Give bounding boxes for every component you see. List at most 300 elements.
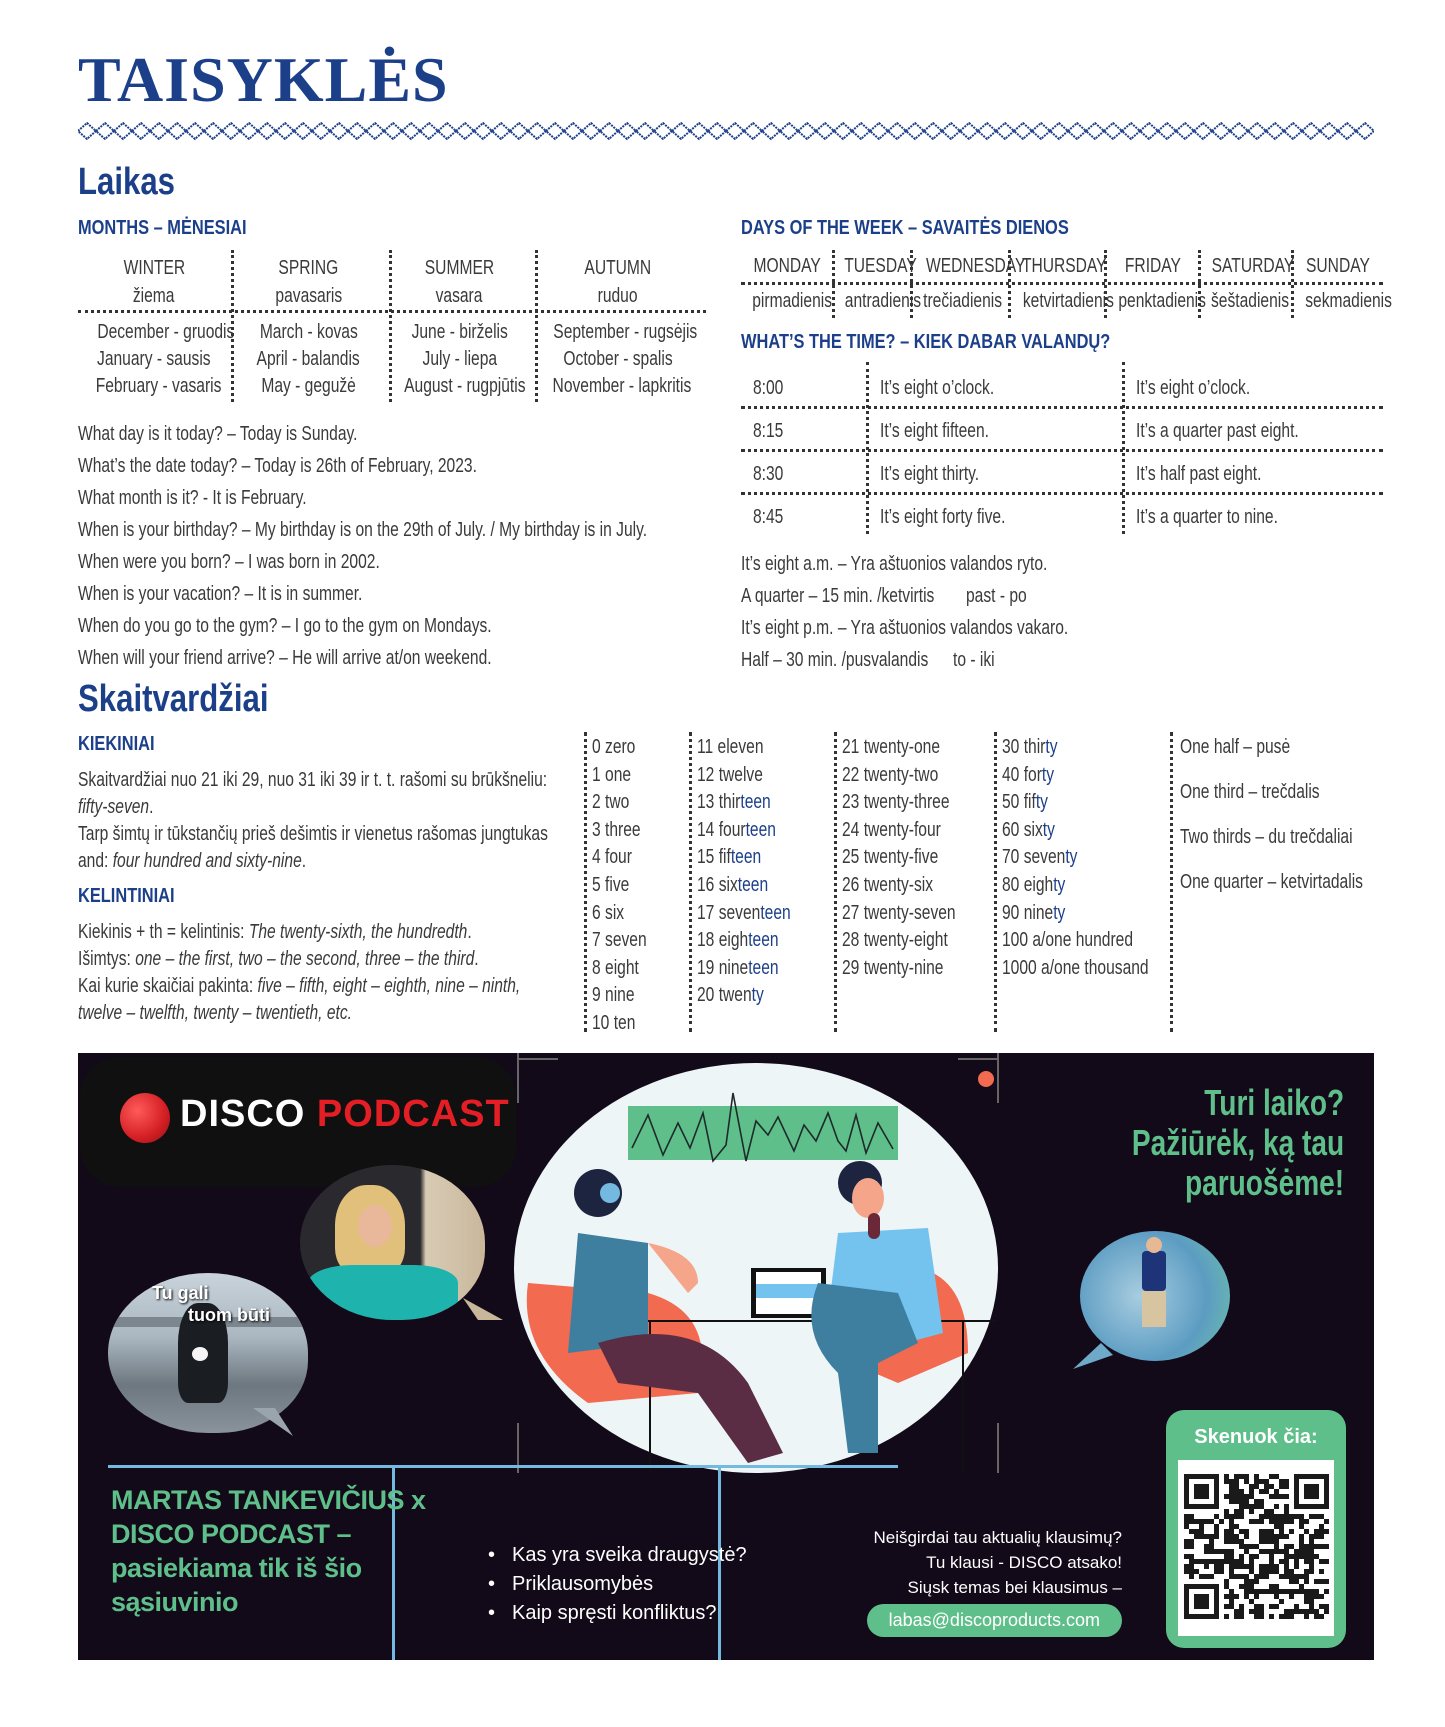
- fraction-item: Two thirds – du trečdaliai: [1180, 826, 1353, 848]
- question-line: When do you go to the gym? – I go to the gym on Mondays.: [78, 615, 492, 637]
- number-item: [1002, 847, 1077, 867]
- column-divider: [994, 732, 997, 1032]
- number-word: twenty-five: [863, 846, 939, 869]
- season-name-lt: [78, 286, 230, 306]
- bubble-caption-line-1: Tu gali: [152, 1283, 209, 1303]
- month-item: [533, 322, 703, 342]
- months-heading: MONTHS – MĖNESIAI: [78, 217, 247, 239]
- bubble-tail: [463, 1298, 503, 1328]
- kiekiniai-text-2: fifty-seven.: [78, 796, 154, 818]
- number-word: for: [1023, 763, 1042, 786]
- martas-line-3: pasiekiama tik iš šio: [111, 1553, 362, 1583]
- time-heading: WHAT’S THE TIME? – KIEK DABAR VALANDŲ?: [741, 331, 1111, 353]
- month-item-text: May - gegužė: [261, 375, 356, 397]
- day-name-text: FRIDAY: [1124, 255, 1182, 277]
- number-suffix: ty: [1053, 901, 1066, 924]
- character-legs: [1142, 1291, 1166, 1327]
- number-suffix: teen: [740, 791, 771, 814]
- logo-text: [180, 1095, 510, 1133]
- kelintiniai-heading: KELINTINIAI: [78, 885, 175, 907]
- months-divider: [78, 310, 706, 313]
- number-word: six: [718, 874, 738, 896]
- martas-line-1: MARTAS TANKEVIČIUS x: [111, 1485, 426, 1515]
- page-title: TAISYKLĖS: [78, 44, 449, 115]
- number-word: thir: [718, 791, 741, 814]
- time-note: It’s eight p.m. – Yra aštuonios valandos vakaro.: [741, 617, 1069, 639]
- ask-line-1: Neišgirdai tau aktualių klausimų?: [873, 1528, 1122, 1547]
- number-digit: 9: [592, 984, 606, 1007]
- record-dot-icon: [978, 1071, 994, 1087]
- month-item-text: January - sausis: [97, 348, 211, 370]
- day-name-lt: [912, 291, 1010, 311]
- column-divider: [832, 250, 835, 318]
- day-name: [1010, 256, 1106, 276]
- number-digit: 5: [592, 874, 606, 896]
- time-phrase-digital: It’s eight thirty.: [880, 463, 980, 485]
- kelintiniai-text-4: twelve – twelfth, twenty – twentieth, etc.: [78, 1002, 352, 1024]
- number-suffix: ty: [1065, 846, 1078, 869]
- logo-text-disco: DISCO: [180, 1093, 306, 1135]
- column-divider: [1198, 250, 1201, 318]
- ask-block: [867, 1525, 1122, 1637]
- day-name: [741, 256, 834, 276]
- number-item: [592, 792, 629, 812]
- number-item: [1002, 820, 1055, 840]
- number-digit: 22: [842, 763, 864, 786]
- number-item: [1002, 765, 1054, 785]
- day-name-lt: [741, 291, 834, 311]
- number-word: seven: [605, 929, 647, 952]
- time-phrase-classic: It’s a quarter to nine.: [1136, 506, 1278, 528]
- number-item: [592, 903, 624, 923]
- month-item-text: December - gruodis: [97, 321, 235, 343]
- month-item: [387, 376, 532, 396]
- number-word: eight: [605, 956, 639, 979]
- qr-code[interactable]: [1178, 1460, 1334, 1636]
- day-name-lt: [1200, 291, 1293, 311]
- number-item: [842, 792, 950, 812]
- number-word: eleven: [717, 736, 764, 758]
- number-digit: 100: [1002, 929, 1033, 952]
- number-word: twenty-three: [863, 791, 950, 814]
- month-item-text: September - rugsėjis: [553, 321, 698, 343]
- promo-line-2: Pažiūrėk, ką tau: [1131, 1122, 1344, 1163]
- topic-item: • Priklausomybės: [488, 1570, 747, 1599]
- number-digit: 16: [697, 874, 719, 896]
- martas-line-2: DISCO PODCAST –: [111, 1519, 352, 1549]
- number-item: [697, 985, 764, 1005]
- guest-face: [358, 1205, 392, 1247]
- month-item-text: June - birželis: [411, 321, 508, 343]
- month-item: [387, 322, 532, 342]
- number-item: [1002, 737, 1058, 757]
- day-name-lt: [1106, 290, 1206, 312]
- email-link[interactable]: labas@discoproducts.com: [867, 1604, 1122, 1637]
- number-word: twenty-eight: [863, 929, 948, 952]
- time-phrase-classic: It’s eight o’clock.: [1136, 377, 1251, 399]
- time-row-divider: [741, 406, 1383, 409]
- number-digit: 30: [1002, 736, 1024, 758]
- topic-item: • Kaip spręsti konfliktus?: [488, 1599, 747, 1628]
- number-suffix: ty: [1053, 874, 1066, 896]
- day-name-text: TUESDAY: [844, 255, 917, 277]
- number-item: [697, 930, 779, 950]
- number-digit: 13: [697, 791, 719, 814]
- topic-item: • Kas yra sveika draugystė?: [488, 1541, 747, 1570]
- number-word: four: [718, 818, 746, 841]
- number-digit: 29: [842, 956, 864, 979]
- question-line: When is your birthday? – My birthday is on the 29th of July. / My birthday is in July.: [78, 519, 648, 541]
- question-line: What’s the date today? – Today is 26th of February, 2023.: [78, 455, 477, 477]
- number-digit: 21: [842, 736, 864, 758]
- game-video-bubble[interactable]: [1080, 1231, 1230, 1361]
- season-name-lt: [533, 286, 703, 306]
- guest-video-bubble[interactable]: [300, 1165, 485, 1320]
- kelintiniai-text-1: Kiekinis + th = kelintinis: The twenty-sixth, the hundredth.: [78, 921, 472, 943]
- season-name: [232, 258, 385, 278]
- day-name-lt-text: penktadienis: [1118, 290, 1206, 312]
- column-divider: [866, 362, 869, 534]
- number-digit: 90: [1002, 901, 1024, 924]
- number-word: twenty-one: [863, 736, 941, 758]
- number-digit: 20: [697, 984, 719, 1007]
- season-name-lt-text: žiema: [133, 285, 175, 307]
- month-item-text: February - vasaris: [95, 375, 222, 397]
- number-digit: 23: [842, 791, 864, 814]
- number-digit: 7: [592, 929, 606, 952]
- question-line: When will your friend arrive? – He will arrive at/on weekend.: [78, 647, 492, 669]
- month-item-text: April - balandis: [256, 348, 361, 370]
- number-digit: 6: [592, 901, 606, 924]
- number-digit: 40: [1002, 763, 1024, 786]
- number-suffix: teen: [748, 956, 779, 979]
- number-item: [842, 737, 940, 757]
- number-word: four: [605, 846, 632, 869]
- days-heading: DAYS OF THE WEEK – SAVAITĖS DIENOS: [741, 217, 1069, 239]
- number-suffix: teen: [737, 874, 769, 896]
- number-digit: 80: [1002, 874, 1024, 896]
- headlight: [192, 1347, 208, 1361]
- kiekiniai-heading: KIEKINIAI: [78, 733, 155, 755]
- number-digit: 0: [592, 736, 606, 758]
- number-word: twen: [718, 984, 752, 1007]
- number-suffix: ty: [1035, 791, 1048, 814]
- time-value: 8:45: [753, 506, 784, 528]
- ask-line-3: Siųsk temas bei klausimus –: [907, 1578, 1122, 1597]
- question-line: What month is it? - It is February.: [78, 487, 307, 509]
- number-word: nine: [718, 956, 749, 979]
- number-word: thir: [1023, 736, 1046, 758]
- day-name: [1106, 256, 1200, 276]
- number-item: [697, 765, 763, 785]
- podcast-illustration: [498, 1053, 1018, 1473]
- column-divider: [834, 732, 837, 1032]
- number-word: twenty-six: [863, 874, 934, 896]
- bubble-tail: [1073, 1343, 1113, 1373]
- number-word: three: [605, 818, 641, 841]
- column-divider: [910, 250, 913, 318]
- number-item: [697, 847, 761, 867]
- number-suffix: teen: [760, 901, 791, 924]
- time-note: Half – 30 min. /pusvalandis: [741, 649, 929, 671]
- kiekiniai-text-1: Skaitvardžiai nuo 21 iki 29, nuo 31 iki 39 ir t. t. rašomi su brūkšneliu:: [78, 769, 548, 791]
- number-digit: 17: [697, 901, 719, 924]
- month-item: [78, 349, 230, 369]
- column-divider: [1008, 250, 1011, 318]
- number-item: [592, 985, 635, 1005]
- logo-text-podcast: PODCAST: [316, 1093, 510, 1135]
- season-name-text: AUTUMN: [584, 257, 652, 279]
- guest-jacket: [308, 1265, 458, 1320]
- number-digit: 12: [697, 763, 719, 786]
- time-phrase-classic: It’s a quarter past eight.: [1136, 420, 1299, 442]
- day-name-lt-text: pirmadienis: [752, 290, 833, 312]
- number-digit: 28: [842, 929, 864, 952]
- time-value: 8:30: [753, 463, 784, 485]
- number-item: [842, 847, 938, 867]
- number-word: ten: [613, 1012, 636, 1034]
- season-name-lt-text: ruduo: [598, 285, 638, 307]
- column-divider: [689, 732, 692, 1032]
- number-word: eigh: [1023, 874, 1054, 896]
- number-item: [1002, 958, 1149, 978]
- kelintiniai-text-2: Išimtys: one – the first, two – the second, three – the third.: [78, 948, 479, 970]
- number-word: eigh: [718, 929, 749, 952]
- number-word: twenty-two: [863, 763, 939, 786]
- time-value: 8:15: [753, 420, 784, 442]
- number-digit: 3: [592, 818, 606, 841]
- number-digit: 50: [1002, 791, 1024, 814]
- number-digit: 1000: [1002, 956, 1042, 979]
- number-word: one: [605, 763, 632, 786]
- ask-line-2: Tu klausi - DISCO atsako!: [926, 1553, 1122, 1572]
- number-digit: 19: [697, 956, 719, 979]
- day-name: [1200, 256, 1293, 276]
- day-name: [834, 255, 917, 277]
- qr-card[interactable]: [1166, 1410, 1346, 1648]
- podcast-banner[interactable]: [78, 1053, 1374, 1660]
- number-suffix: ty: [1045, 736, 1058, 758]
- number-item: [592, 930, 647, 950]
- number-suffix: ty: [751, 984, 764, 1007]
- number-item: [592, 875, 629, 895]
- fraction-item: One half – pusė: [1180, 736, 1291, 758]
- month-item: [533, 349, 703, 369]
- number-word: twelve: [718, 763, 763, 786]
- day-name-lt: [1010, 290, 1114, 312]
- month-item: [387, 349, 532, 369]
- season-name-text: SPRING: [278, 257, 339, 279]
- number-item: [1002, 930, 1133, 950]
- number-digit: 14: [697, 818, 719, 841]
- number-word: fif: [718, 846, 731, 869]
- month-item-text: July - liepa: [422, 348, 497, 370]
- kiekiniai-text-4: and: four hundred and sixty-nine.: [78, 850, 307, 872]
- column-divider: [1291, 250, 1294, 318]
- qr-code-icon: [1178, 1460, 1334, 1636]
- number-digit: 18: [697, 929, 719, 952]
- season-name-lt: [387, 286, 532, 306]
- column-divider: [1170, 732, 1173, 1032]
- number-suffix: teen: [748, 929, 779, 952]
- day-name: [912, 255, 1026, 277]
- day-name-lt-text: ketvirtadienis: [1022, 290, 1114, 312]
- time-row-divider: [741, 449, 1383, 452]
- month-item: [232, 322, 385, 342]
- days-divider: [741, 282, 1383, 285]
- time-row-divider: [741, 492, 1383, 495]
- number-word: zero: [605, 736, 636, 758]
- number-item: [842, 958, 943, 978]
- time-note: A quarter – 15 min. /ketvirtis: [741, 585, 935, 607]
- season-name: [387, 258, 532, 278]
- disco-podcast-logo: [80, 1057, 516, 1187]
- number-suffix: teen: [730, 846, 762, 869]
- season-name: [533, 258, 703, 278]
- number-item: [592, 958, 639, 978]
- disco-ball-icon: [120, 1093, 170, 1143]
- number-word: a/one thousand: [1041, 956, 1149, 979]
- month-item: [533, 376, 703, 396]
- day-name-lt: [1293, 290, 1392, 312]
- number-item: [842, 820, 941, 840]
- number-digit: 60: [1002, 818, 1024, 841]
- number-item: [697, 958, 779, 978]
- time-note: It’s eight a.m. – Yra aštuonios valandos ryto.: [741, 553, 1048, 575]
- number-item: [697, 820, 776, 840]
- time-note-extra: past - po: [966, 585, 1027, 607]
- season-name: [78, 258, 230, 278]
- time-phrase-classic: It’s half past eight.: [1136, 463, 1262, 485]
- character-head: [1146, 1237, 1162, 1253]
- number-word: a/one hundred: [1032, 929, 1134, 952]
- number-digit: 26: [842, 874, 864, 896]
- season-name-lt-text: vasara: [436, 285, 483, 307]
- question-line: What day is it today? – Today is Sunday.: [78, 423, 358, 445]
- number-word: seven: [718, 901, 761, 924]
- number-item: [842, 930, 948, 950]
- day-name-text: THURSDAY: [1021, 255, 1107, 277]
- column-divider: [535, 250, 538, 402]
- number-digit: 1: [592, 763, 606, 786]
- day-name-text: MONDAY: [753, 255, 822, 277]
- month-item-text: March - kovas: [259, 321, 358, 343]
- bubble-tail: [253, 1408, 293, 1438]
- number-item: [697, 903, 791, 923]
- number-item: [842, 875, 933, 895]
- number-digit: 8: [592, 956, 606, 979]
- season-name-lt: [232, 286, 385, 306]
- number-suffix: ty: [1041, 763, 1055, 786]
- martas-line-4: sąsiuvinio: [111, 1587, 239, 1617]
- day-name-lt-text: šeštadienis: [1211, 290, 1290, 312]
- month-item: [78, 321, 235, 343]
- day-name-lt-text: antradienis: [844, 290, 922, 312]
- season-name-lt-text: pavasaris: [275, 285, 342, 307]
- column-divider: [231, 250, 234, 402]
- number-word: five: [605, 874, 630, 896]
- kelintiniai-text-3: Kai kurie skaičiai pakinta: five – fifth, eight – eighth, nine – ninth,: [78, 975, 521, 997]
- promo-heading: [1132, 1083, 1344, 1203]
- divider-line: [108, 1465, 898, 1468]
- number-word: twenty-seven: [863, 901, 956, 924]
- month-item-text: November - lapkritis: [552, 375, 692, 397]
- section-heading-skaitvardziai: Skaitvardžiai: [78, 678, 269, 720]
- time-note-extra: to - iki: [953, 649, 995, 671]
- promo-line-1: Turi laiko?: [1204, 1082, 1344, 1123]
- kiekiniai-text-3: Tarp šimtų ir tūkstančių prieš dešimtis ir vienetus rašomas jungtukas: [78, 823, 548, 845]
- number-item: [697, 875, 768, 895]
- time-phrase-digital: It’s eight o’clock.: [880, 377, 995, 399]
- day-name-lt: [834, 290, 922, 312]
- column-divider: [1104, 250, 1107, 318]
- column-divider: [584, 732, 587, 1032]
- month-item: [232, 376, 385, 396]
- section-heading-laikas: Laikas: [78, 161, 176, 203]
- number-word: six: [1023, 818, 1043, 841]
- martas-heading: [111, 1483, 426, 1619]
- day-name-text: SATURDAY: [1211, 255, 1295, 277]
- number-suffix: teen: [745, 818, 776, 841]
- character-torso: [1142, 1251, 1166, 1291]
- number-digit: 4: [592, 846, 606, 869]
- number-item: [697, 737, 764, 757]
- number-item: [592, 765, 631, 785]
- number-item: [1002, 903, 1065, 923]
- time-phrase-digital: It’s eight fifteen.: [880, 420, 989, 442]
- number-word: twenty-nine: [863, 956, 944, 979]
- number-suffix: ty: [1042, 818, 1055, 841]
- number-word: twenty-four: [863, 818, 941, 841]
- topics-list: [488, 1541, 747, 1628]
- day-name-text: SUNDAY: [1306, 255, 1370, 277]
- number-item: [1002, 875, 1065, 895]
- day-name-text: WEDNESDAY: [926, 255, 1026, 277]
- month-item-text: October - spalis: [563, 348, 673, 370]
- season-name-text: SUMMER: [424, 257, 495, 279]
- column-divider: [389, 250, 392, 402]
- number-digit: 70: [1002, 846, 1024, 869]
- number-digit: 11: [697, 736, 718, 758]
- number-digit: 27: [842, 901, 864, 924]
- question-line: When is your vacation? – It is in summer.: [78, 583, 363, 605]
- number-digit: 24: [842, 818, 864, 841]
- column-divider: [1122, 362, 1125, 534]
- number-item: [592, 820, 641, 840]
- number-digit: 2: [592, 791, 606, 814]
- bubble-caption-line-2: tuom būti: [188, 1305, 270, 1325]
- season-name-text: WINTER: [123, 257, 185, 279]
- day-name-lt-text: sekmadienis: [1305, 290, 1392, 312]
- month-item: [232, 349, 385, 369]
- number-item: [697, 792, 771, 812]
- number-item: [1002, 792, 1048, 812]
- number-digit: 10: [592, 1012, 614, 1034]
- time-value: 8:00: [753, 377, 784, 399]
- day-name: [1293, 256, 1383, 276]
- number-digit: 15: [697, 846, 719, 869]
- number-word: six: [605, 901, 625, 924]
- qr-title: Skenuok čia:: [1194, 1426, 1318, 1448]
- time-phrase-digital: It’s eight forty five.: [880, 506, 1006, 528]
- day-name-lt-text: trečiadienis: [923, 290, 1003, 312]
- number-item: [842, 903, 956, 923]
- promo-line-3: paruošėme!: [1184, 1162, 1344, 1203]
- month-item-text: August - rugpjūtis: [404, 375, 526, 397]
- number-word: nine: [1023, 901, 1054, 924]
- number-digit: 25: [842, 846, 864, 869]
- number-item: [592, 1013, 635, 1033]
